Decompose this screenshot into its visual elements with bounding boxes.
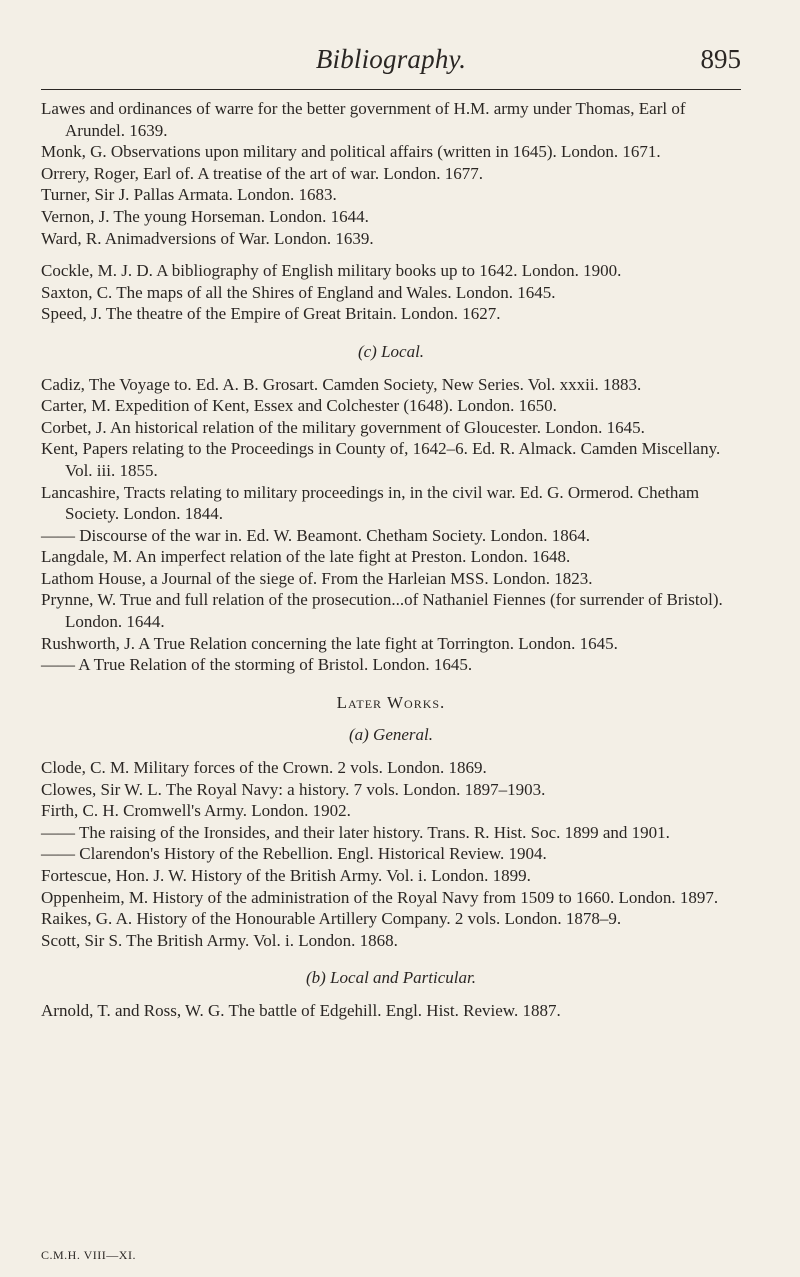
bibliography-entry: Monk, G. Observations upon military and political affairs (written in 1645). London. 1671.	[41, 142, 661, 162]
bibliography-entry: Lathom House, a Journal of the siege of. From the Harleian MSS. London. 1823.	[41, 568, 593, 588]
bibliography-entry: Lancashire, Tracts relating to military proceedings in, in the civil war. Ed. G. Ormerod. Chetham Society. London. 1844.	[41, 482, 700, 524]
bibliography-entry: —— Clarendon's History of the Rebellion. Engl. Historical Review. 1904.	[41, 844, 547, 864]
bibliography-entry: Arnold, T. and Ross, W. G. The battle of Edgehill. Engl. Hist. Review. 1887.	[41, 1000, 561, 1020]
bibliography-entry: Turner, Sir J. Pallas Armata. London. 1683.	[41, 185, 337, 205]
bibliography-entry: Saxton, C. The maps of all the Shires of England and Wales. London. 1645.	[41, 282, 556, 302]
bibliography-entry: Fortescue, Hon. J. W. History of the British Army. Vol. i. London. 1899.	[41, 866, 531, 885]
bibliography-entry: Corbet, J. An historical relation of the military government of Gloucester. London. 1645.	[41, 417, 645, 437]
signature-mark: C.M.H. VIII—XI.	[41, 1248, 136, 1262]
bibliography-entry: Kent, Papers relating to the Proceedings in County of, 1642–6. Ed. R. Almack. Camden Miscellany. Vol. iii. 1855.	[41, 439, 721, 480]
bibliography-entry: Clode, C. M. Military forces of the Crown. 2 vols. London. 1869.	[41, 758, 487, 778]
bibliography-entry: Rushworth, J. A True Relation concerning the late fight at Torrington. London. 1645.	[41, 633, 618, 653]
bibliography-entry: —— A True Relation of the storming of Bristol. London. 1645.	[41, 655, 473, 675]
bibliography-entry: Lawes and ordinances of warre for the better government of H.M. army under Thomas, Earl of Arundel. 1639.	[41, 99, 686, 140]
section-heading-later-works: Later Works.	[336, 692, 446, 712]
bibliography-entry: Vernon, J. The young Horseman. London. 1644.	[41, 206, 369, 226]
bibliography-entry: Cadiz, The Voyage to. Ed. A. B. Grosart. Camden Society, New Series. Vol. xxxii. 1883.	[41, 374, 642, 394]
running-head	[41, 0, 741, 92]
bibliography-entry: Speed, J. The theatre of the Empire of Great Britain. London. 1627.	[41, 304, 501, 324]
bibliography-entry: —— The raising of the Ironsides, and their later history. Trans. R. Hist. Soc. 1899 and 1901.	[41, 822, 670, 842]
bibliography-body	[41, 92, 741, 1022]
bibliography-entry: Scott, Sir S. The British Army. Vol. i. London. 1868.	[41, 930, 398, 950]
bibliography-entry: Prynne, W. True and full relation of the prosecution...of Nathaniel Fiennes (for surrender of Bristol). London. 1644.	[41, 590, 723, 632]
bibliography-entry: Carter, M. Expedition of Kent, Essex and Colchester (1648). London. 1650.	[41, 396, 557, 416]
section-heading-local-particular: (b) Local and Particular.	[306, 968, 476, 988]
page-number: 895	[700, 44, 741, 74]
bibliography-entry: Langdale, M. An imperfect relation of the late fight at Preston. London. 1648.	[41, 547, 571, 567]
page	[41, 0, 741, 1022]
bibliography-entry: Ward, R. Animadversions of War. London. 1639.	[41, 228, 374, 248]
bibliography-entry: Clowes, Sir W. L. The Royal Navy: a history. 7 vols. London. 1897–1903.	[41, 779, 546, 799]
bibliography-entry: —— Discourse of the war in. Ed. W. Beamont. Chetham Society. London. 1864.	[41, 525, 590, 545]
header-rule	[41, 89, 741, 90]
bibliography-entry: Raikes, G. A. History of the Honourable Artillery Company. 2 vols. London. 1878–9.	[41, 909, 622, 929]
running-head-title: Bibliography.	[315, 44, 467, 74]
bibliography-entry: Cockle, M. J. D. A bibliography of English military books up to 1642. London. 1900.	[41, 261, 622, 281]
section-heading-general: (a) General.	[348, 725, 434, 745]
section-heading-local: (c) Local.	[357, 341, 425, 361]
bibliography-entry: Orrery, Roger, Earl of. A treatise of the art of war. London. 1677.	[41, 163, 483, 183]
bibliography-entry: Firth, C. H. Cromwell's Army. London. 1902.	[41, 801, 351, 821]
bibliography-entry: Oppenheim, M. History of the administration of the Royal Navy from 1509 to 1660. London. 1897.	[41, 887, 719, 907]
